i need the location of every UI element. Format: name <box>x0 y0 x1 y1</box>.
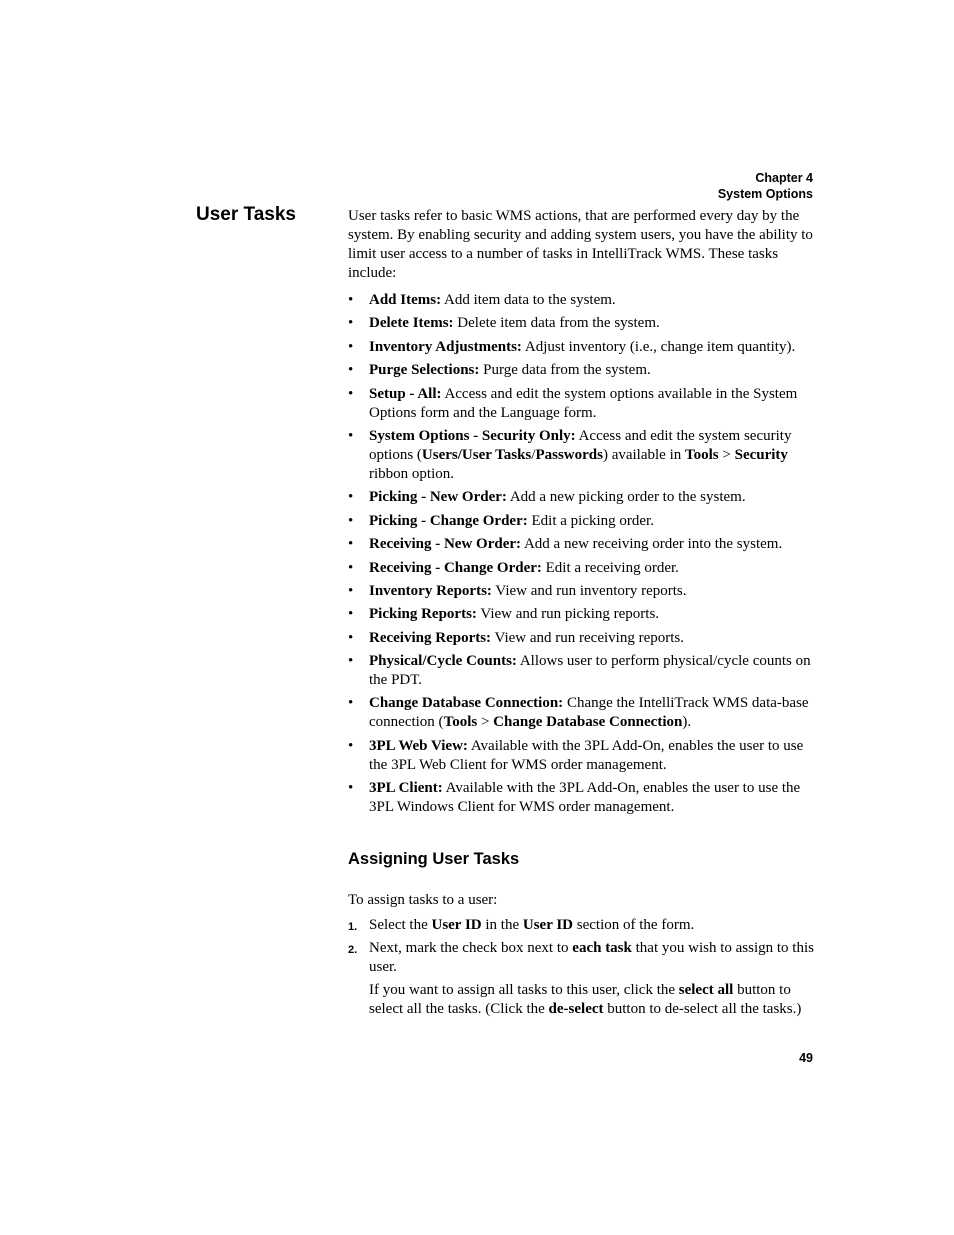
chapter-title: System Options <box>717 187 813 201</box>
task-term: Physical/Cycle Counts: <box>369 653 517 670</box>
steps-list <box>348 916 816 977</box>
running-header <box>718 170 813 202</box>
ui-ref-passwords: Passwords <box>535 446 603 463</box>
lead-paragraph: To assign tasks to a user: <box>348 892 498 909</box>
ui-ref-security: Security <box>734 446 788 463</box>
task-term: Receiving Reports: <box>369 629 492 646</box>
task-desc: View and run receiving reports. <box>491 629 684 646</box>
task-term: 3PL Web View: <box>369 737 468 754</box>
emphasis-each-task: each task <box>572 940 632 957</box>
subsection-title: Assigning User Tasks <box>348 850 520 869</box>
list-item <box>348 512 816 531</box>
ui-ref-select-all: select all <box>678 982 734 999</box>
step-number: 1. <box>348 921 358 934</box>
list-item <box>348 559 816 578</box>
bullet-icon: • <box>348 292 354 308</box>
section-title: User Tasks <box>196 204 296 225</box>
ui-ref-tools: Tools <box>685 446 719 463</box>
page-number: 49 <box>799 1051 813 1065</box>
task-desc: Add item data to the system. <box>441 292 616 308</box>
bullet-icon: • <box>348 780 354 797</box>
list-item <box>348 737 816 775</box>
task-term: Purge Selections: <box>369 362 480 379</box>
task-term: Picking - New Order: <box>369 489 507 506</box>
step-item: 2. Next, mark the check box next to each task that you wish to assign to this user. <box>348 940 814 976</box>
bullet-icon: • <box>348 653 354 670</box>
task-term: Inventory Reports: <box>369 582 492 599</box>
step-item: 1. Select the User ID in the User ID section of the form. <box>348 916 816 935</box>
task-term: 3PL Client: <box>369 780 443 797</box>
task-desc: Purge data from the system. <box>479 362 651 379</box>
task-term: Setup - All: <box>369 385 442 402</box>
list-item <box>348 582 816 601</box>
bullet-icon: • <box>348 362 354 379</box>
ui-ref-change-db: Change Database Connection <box>493 714 683 731</box>
task-desc: Edit a receiving order. <box>541 559 679 576</box>
intro-paragraph: User tasks refer to basic WMS actions, that are performed every day by the system. By enabling security and adding system users, you have the ability to limit user access to a number of tasks in IntelliTrack WMS. These tasks include: <box>348 208 813 281</box>
chapter-label: Chapter 4 <box>755 171 813 185</box>
ui-ref-tools: Tools <box>443 714 478 731</box>
list-item <box>348 779 816 817</box>
task-desc: Add a new receiving order into the system. <box>521 536 783 553</box>
list-item: • System Options - Security Only: Access and edit the system security options (Users/User Tasks/Passwords) available in Tools > Security ribbon option. <box>348 427 792 482</box>
task-list <box>348 291 816 817</box>
bullet-icon: • <box>348 582 354 599</box>
list-item: • Change Database Connection: Change the IntelliTrack WMS data-base connection (Tools > Change Database Connection). <box>348 695 809 731</box>
list-item <box>348 605 816 624</box>
list-item <box>348 314 816 333</box>
bullet-icon: • <box>348 385 354 402</box>
bullet-icon: • <box>348 695 354 712</box>
task-term: Receiving - Change Order: <box>369 559 542 576</box>
task-desc: Adjust inventory (i.e., change item quantity). <box>521 338 796 355</box>
list-item <box>348 361 816 380</box>
body-column <box>348 207 816 1019</box>
task-term: Receiving - New Order: <box>369 536 522 553</box>
task-term: System Options - Security Only: <box>369 427 576 444</box>
bullet-icon: • <box>348 737 354 754</box>
ui-ref-user-id-section: User ID <box>522 917 574 934</box>
list-item <box>348 291 816 310</box>
list-item <box>348 488 816 507</box>
task-desc: Add a new picking order to the system. <box>506 489 746 506</box>
ui-ref-user-tasks: User Tasks <box>461 446 532 463</box>
task-desc: Edit a picking order. <box>527 512 654 529</box>
ui-ref-user-id: User ID <box>431 917 482 934</box>
list-item <box>348 338 816 357</box>
bullet-icon: • <box>348 427 354 444</box>
task-desc: Access and edit the system options available in the System Options form and the Language form. <box>369 385 798 421</box>
step-number: 2. <box>348 944 358 957</box>
bullet-icon: • <box>348 629 354 646</box>
step-note: If you want to assign all tasks to this user, click the select all button to select all the tasks. (Click the de-select button to de-select all the tasks.) <box>369 982 802 1018</box>
task-desc: Available with the 3PL Add-On, enables the user to use the 3PL Web Client for WMS order management. <box>369 737 804 773</box>
task-term: Change Database Connection: <box>369 695 564 712</box>
task-term: Picking Reports: <box>369 606 477 623</box>
list-item <box>348 535 816 554</box>
ui-ref-de-select: de-select <box>548 1001 604 1018</box>
bullet-icon: • <box>348 559 354 576</box>
task-desc: Allows user to perform physical/cycle counts on the PDT. <box>369 653 811 689</box>
task-term: Add Items: <box>369 292 442 308</box>
bullet-icon: • <box>348 338 354 355</box>
list-item <box>348 629 816 648</box>
bullet-icon: • <box>348 606 354 623</box>
list-item <box>348 385 816 423</box>
task-term: Inventory Adjustments: <box>369 338 522 355</box>
bullet-icon: • <box>348 489 354 506</box>
task-desc: View and run picking reports. <box>476 606 660 623</box>
task-desc: Available with the 3PL Add-On, enables the user to use the 3PL Windows Client for WMS order management. <box>369 780 801 816</box>
list-item <box>348 652 816 690</box>
ui-ref-users: Users <box>421 446 458 463</box>
task-desc: Delete item data from the system. <box>453 315 660 332</box>
task-term: Picking - Change Order: <box>369 512 528 529</box>
bullet-icon: • <box>348 512 354 529</box>
bullet-icon: • <box>348 315 354 332</box>
task-term: Delete Items: <box>369 315 454 332</box>
task-desc: View and run inventory reports. <box>491 582 687 599</box>
bullet-icon: • <box>348 536 354 553</box>
